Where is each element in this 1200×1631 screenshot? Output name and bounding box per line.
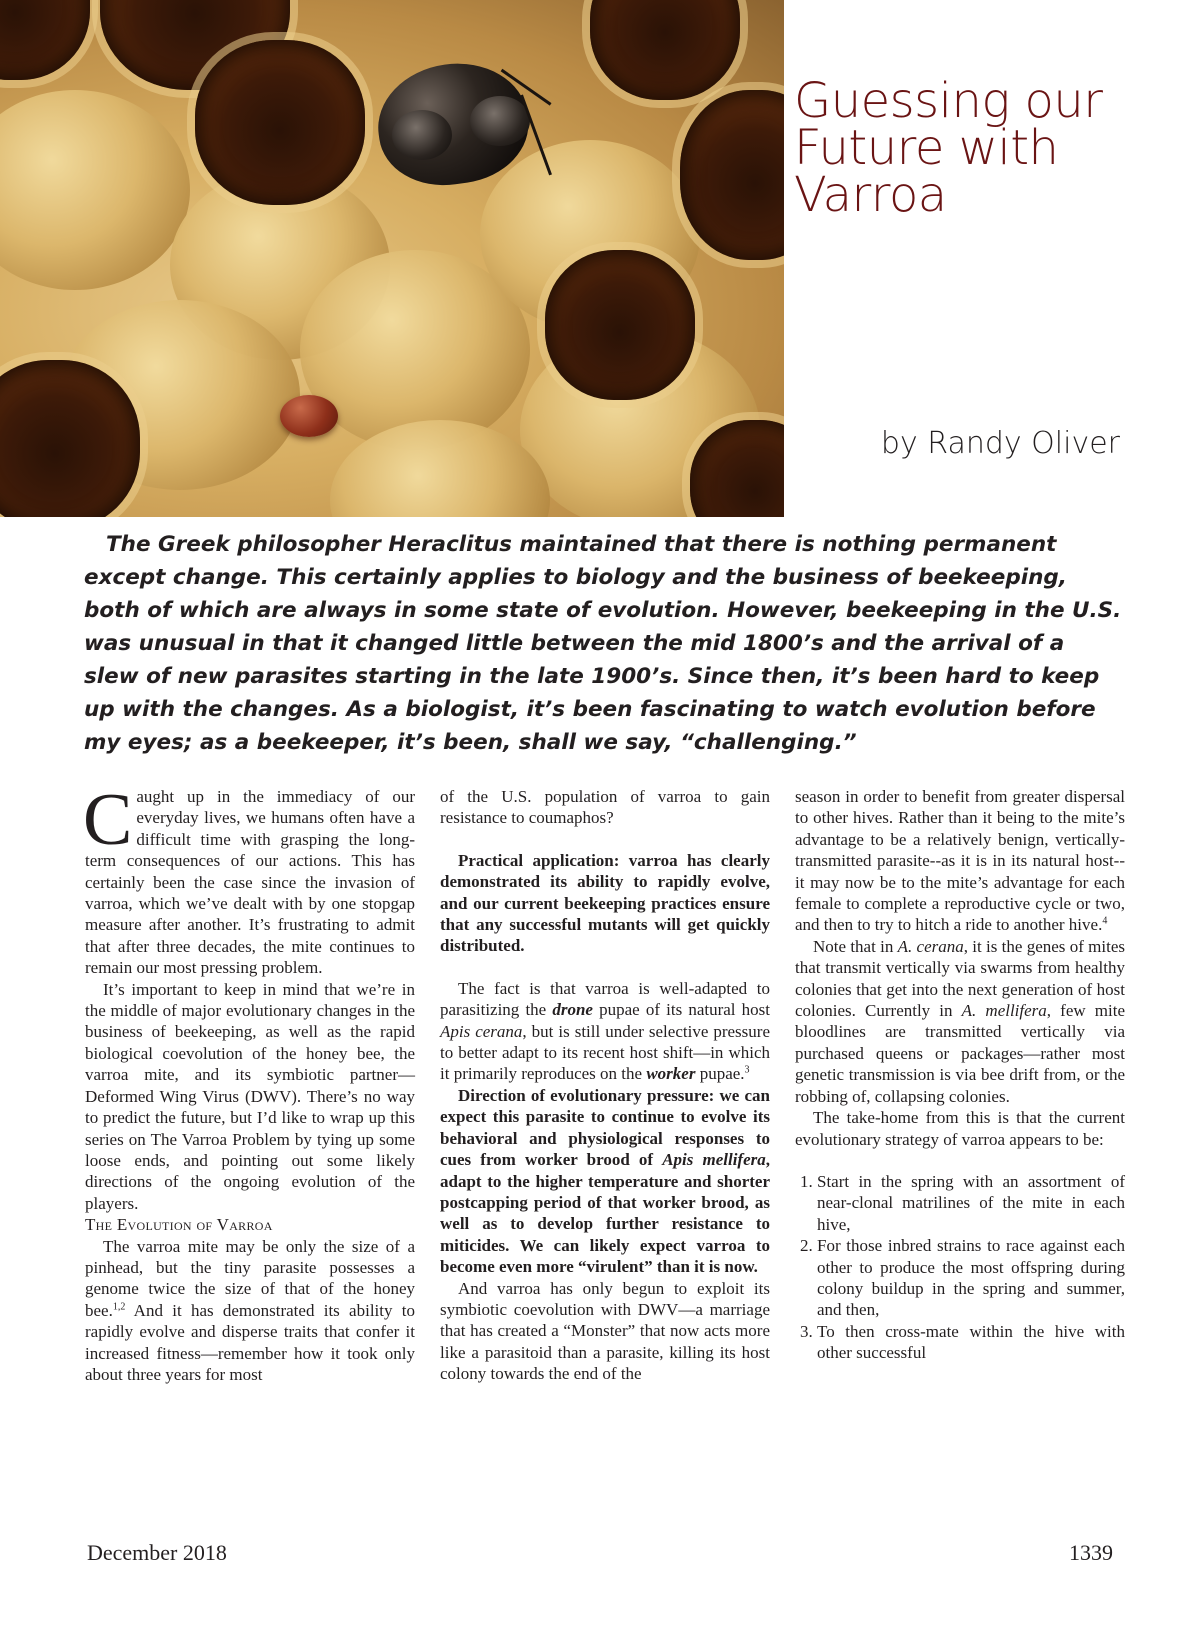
bee-eye-icon <box>392 110 452 160</box>
section-heading: The Evolution of Varroa <box>85 1215 273 1235</box>
col2-p3c-text: , but is still under selective pressure to better adapt to its recent host shift—in which it primarily reproduces on the <box>440 1021 770 1084</box>
col2-paragraph-3 <box>440 978 770 1085</box>
col3-paragraph-2 <box>795 936 1125 1107</box>
varroa-mite-icon <box>280 395 338 437</box>
page-number: 1339 <box>1069 1540 1113 1565</box>
practical-application-callout: Practical application: varroa has clearly demonstrated its ability to rapidly evolve, and our current beekeeping practices ensure that any successful mutants will get quickly distributed. <box>440 850 770 956</box>
col1-p1-text: aught up in the immediacy of our everyday lives, we humans often have a difficult time with grasping the long-term consequences of our actions. This has certainly been the case since the invasion of varroa, which we’ve dealt with by one stopgap measure after another. It’s frustrating to admit that after three decades, the mite continues to remain our most pressing problem. <box>85 787 415 978</box>
direction-callout <box>440 1085 770 1278</box>
drop-cap: C <box>83 779 133 861</box>
strategy-list <box>795 1171 1125 1364</box>
column-3 <box>795 786 1125 1364</box>
footer-date: December 2018 <box>87 1540 227 1565</box>
col2-p4a-text: Direction of evolutionary pressure: we can expect this parasite to continue to evolve its behavioral and physiological responses to cues from worker brood of <box>440 1085 770 1170</box>
column-2 <box>440 786 770 1385</box>
col1-paragraph-1 <box>83 779 415 979</box>
col3-paragraph-1 <box>795 786 1125 936</box>
col2-p3d-text: pupae. <box>695 1064 745 1084</box>
list-item: 3. To then cross-mate within the hive with other successful <box>817 1321 1125 1364</box>
col3-p2c-text: , few mite bloodlines are transmitted vertically via purchased queens or packages—rather most genetic transmission is via bee drift from, or the robbing of, collapsing colonies. <box>795 1001 1125 1106</box>
list-item: 1. Start in the spring with an assortment of near-clonal matrilines of the mite in each hive, <box>817 1171 1125 1235</box>
col3-p2a-text: Note that in <box>813 936 898 956</box>
col1-p3a-text: The varroa mite may be only the size of a pinhead, but the tiny parasite possesses a genome twice the size of that of the honey bee. <box>85 1236 415 1320</box>
col2-p3-em1: drone <box>552 1000 593 1020</box>
open-cell <box>195 40 365 205</box>
col2-p3-em2: Apis cerana <box>440 1021 523 1041</box>
intro-paragraph: The Greek philosopher Heraclitus maintained that there is nothing permanent except change. This certainly applies to biology and the business of beekeeping, both of which are always in some state of evolution. However, beekeeping in the U.S. was unusual in that it changed little between the mid 1800’s and the arrival of a slew of new parasites starting in the late 1900’s. Since then, it’s been hard to keep up with the changes. As a biologist, it’s been fascinating to watch evolution before my eyes; as a beekeeper, it’s been, shall we say, “challenging.” <box>84 532 1122 755</box>
col2-paragraph-5: And varroa has only begun to exploit its symbiotic coevolution with DWV—a marriage that has created a “Monster” that now acts more like a parasitoid than a parasite, killing its host colony towards the end of the <box>440 1278 770 1384</box>
hero-image <box>0 0 784 517</box>
citation-sup: 4 <box>1102 915 1108 927</box>
col2-p4b-text: , adapt to the higher temperature and shorter postcapping period of that worker brood, as well as to develop further resistance to miticides. We can likely expect varroa to become even more “virulent” than it is now. <box>440 1150 770 1277</box>
capped-cell <box>0 90 190 290</box>
list-item: 2. For those inbred strains to race against each other to produce the most offspring during colony buildup in the spring and summer, and then, <box>817 1235 1125 1321</box>
article-title: Guessing our Future with Varroa <box>794 73 1103 223</box>
col3-p2b-text: , it is the genes of mites that transmit vertically via swarms from healthy colonies that get into the next generation of host colonies. Currently in <box>795 936 1125 1021</box>
col2-p3a-text: The fact is that varroa is well-adapted to parasitizing the <box>440 978 770 1020</box>
col1-paragraph-2: It’s important to keep in mind that we’re in the middle of major evolutionary changes in the business of beekeeping, as well as the rapid biological coevolution of the honey bee, the varroa mite, and its symbiotic partner—Deformed Wing Virus (DWV). There’s no way to predict the future, but I’d like to wrap up this series on The Varroa Problem by tying up some loose ends, and pointing out some likely directions of the ongoing evolution of the players. <box>85 979 415 1213</box>
open-cell <box>590 0 740 100</box>
col2-p3-em3: worker <box>646 1064 696 1084</box>
col1-p3b-text: And it has demonstrated its ability to rapidly evolve and disperse traits that confer it increased fitness—remember how it took only about three years for most <box>85 1300 415 1384</box>
open-cell <box>545 250 695 400</box>
col2-p4-em: Apis mellifera <box>662 1150 766 1170</box>
open-cell <box>0 0 90 80</box>
col2-paragraph-1: of the U.S. population of varroa to gain resistance to coumaphos? <box>440 787 770 828</box>
citation-sup: 3 <box>744 1064 750 1076</box>
col1-paragraph-3 <box>85 1236 415 1386</box>
bee-eye-icon <box>470 96 530 146</box>
citation-sup: 1,2 <box>112 1301 126 1313</box>
col3-p1a-text: season in order to benefit from greater dispersal to other hives. Rather than it being to the mite’s advantage to be a relatively benign, vertically-transmitted parasite--as it is in its natural host--it may now be to the mite’s advantage for each female to complete a reproductive cycle or two, and then to try to hitch a ride to another hive. <box>795 787 1125 935</box>
col3-p2-em2: A. mellifera <box>961 1001 1047 1021</box>
col3-paragraph-3: The take-home from this is that the current evolutionary strategy of varroa appears to be: <box>795 1108 1125 1149</box>
col3-p2-em1: A. cerana <box>897 936 964 956</box>
byline: by Randy Oliver <box>880 426 1120 461</box>
column-1 <box>83 779 415 1385</box>
col2-p3b-text: pupae of its natural host <box>592 1000 770 1020</box>
